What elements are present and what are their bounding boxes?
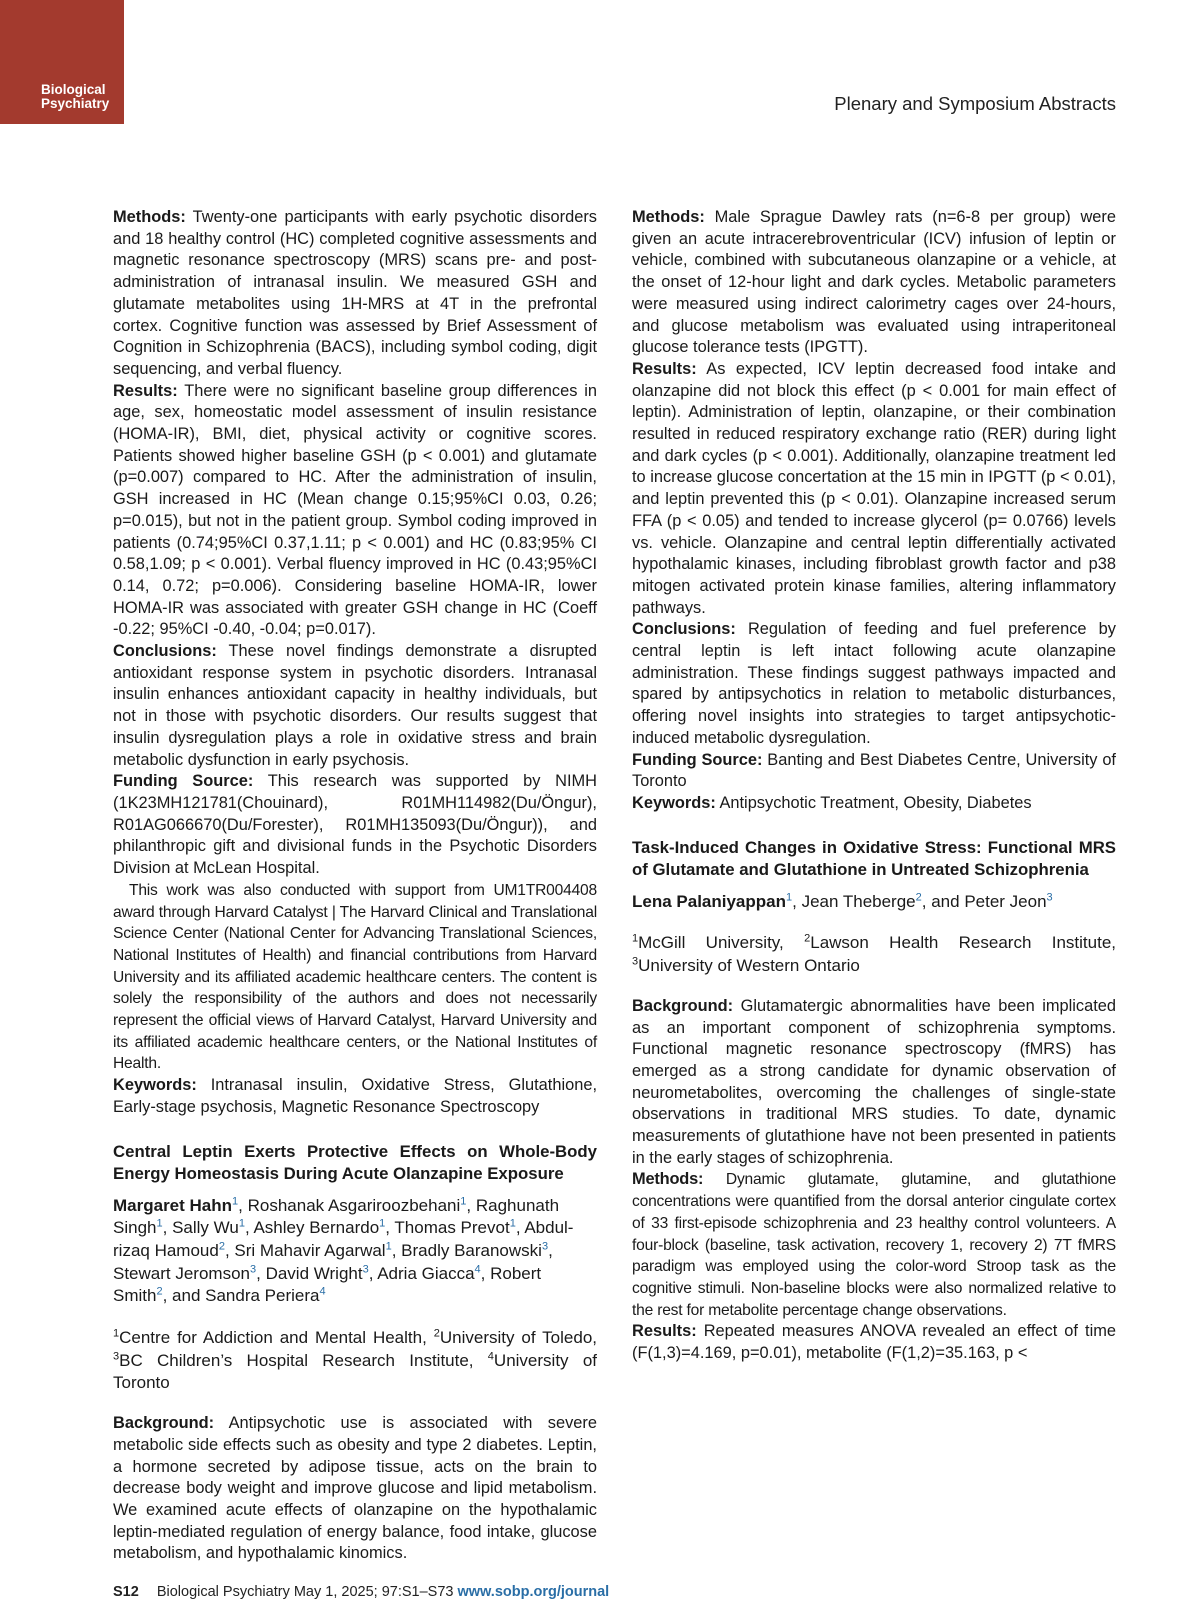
author-list	[113, 1195, 597, 1309]
affiliation-text: Lawson Health Research Institute,	[810, 933, 1116, 953]
funding-label: Funding Source:	[113, 772, 254, 791]
author-separator: ,	[238, 1195, 248, 1215]
affiliation-marker[interactable]: 4	[319, 1285, 326, 1298]
author-separator: ,	[391, 1240, 402, 1260]
author-name: Thomas Prevot	[394, 1218, 510, 1238]
keywords-label: Keywords:	[632, 793, 716, 812]
background-text: Glutamatergic abnormalities have been implicated as an important component of schizophrenia symptoms. Functional magnetic resonance spectroscopy (fMRS) has emerged as a strong candidate for dynamic observation of neurometabolites, overcoming the challenges of single-state observations in traditional MRS studies. To date, dynamic measurements of glutathione have not been presented in patients in the early stages of schizophrenia.	[632, 996, 1117, 1167]
funding-label: Funding Source:	[632, 750, 763, 769]
author-name: David Wright	[265, 1263, 363, 1283]
author-separator: ,	[385, 1218, 395, 1238]
page-footer	[113, 1584, 609, 1600]
background-label: Background:	[632, 996, 734, 1015]
affiliation-marker[interactable]: 1	[379, 1217, 386, 1230]
affiliation-marker[interactable]: 1	[786, 891, 793, 904]
author-separator: , and	[921, 891, 965, 911]
author-separator: ,	[244, 1218, 254, 1238]
support-paragraph: This work was also conducted with support from UM1TR004408 award through Harvard Catalyst | The Harvard Clinical and Translational Science Center (National Center for Advancing Translational Sciences, National Institutes of Health) and financial contributions from Harvard University and its affiliated academic healthcare centers. The content is solely the responsibility of the authors and does not necessarily represent the official views of Harvard Catalyst, Harvard University and its affiliated academic healthcare centers, or the National Institutes of Health.	[113, 881, 597, 1073]
author-name: Sally Wu	[172, 1218, 239, 1238]
affiliation-marker[interactable]: 1	[156, 1217, 163, 1230]
abstract-title: Central Leptin Exerts Protective Effects on Whole-Body Energy Homeostasis During Acute Olanzapine Exposure	[113, 1141, 597, 1184]
keywords-paragraph	[113, 1075, 597, 1118]
author-name: Lena Palaniyappan	[632, 891, 786, 911]
affiliation-number: 3	[632, 955, 639, 968]
affiliation-text: University of Toledo,	[439, 1328, 598, 1348]
background-text: Antipsychotic use is associated with severe metabolic side effects such as obesity and type 2 diabetes. Leptin, a hormone secreted by adipose tissue, acts on the brain to decrease body weight and improve glucose and lipid metabolism. We examined acute effects of olanzapine on the hypothalamic leptin-mediated regulation of energy balance, food intake, glucose metabolism, and hypothalamic kinomics.	[113, 1414, 597, 1563]
results-paragraph	[632, 1321, 1116, 1364]
author-name: Abdul-rizaq Hamoud	[113, 1218, 574, 1260]
methods-paragraph	[113, 207, 597, 381]
affiliation-marker[interactable]: 3	[541, 1240, 549, 1253]
methods-paragraph	[632, 1169, 1116, 1321]
affiliation-marker[interactable]: 1	[509, 1217, 516, 1230]
author-name: Raghunath Singh	[113, 1195, 560, 1238]
author-name: Bradly Baranowski	[401, 1240, 542, 1260]
affiliation-text: University of Toronto	[113, 1350, 597, 1393]
conclusions-text: Regulation of feeding and fuel preference by central leptin is left intact following acute olanzapine administration. These findings suggest pathways impacted and spared by antipsychotics in relation to metabolic disturbances, offering novel insights into strategies to target antipsychotic-induced metabolic dysregulation.	[632, 620, 1116, 747]
affiliation-list	[632, 932, 1116, 977]
affiliation-number: 2	[804, 932, 811, 945]
results-text: Repeated measures ANOVA revealed an effect of time (F(1,3)=4.169, p=0.01), metabolite (F(1,2)=35.163, p <	[632, 1322, 1116, 1363]
keywords-label: Keywords:	[113, 1076, 197, 1095]
results-paragraph	[113, 381, 597, 641]
methods-text: Dynamic glutamate, glutamine, and glutathione concentrations were quantified from the dorsal anterior cingulate cortex of 33 first-episode schizophrenia and 23 healthy control volunteers. A four-block (baseline, task activation, recovery 1, recovery 2) 7T fMRS paradigm was employed using the color-word Stroop task as the cognitive stimuli. Non-baseline blocks were also normalized relative to the rest for metabolite percentage change observations.	[632, 1171, 1116, 1319]
author-name: Roshanak Asgariroozbehani	[247, 1195, 461, 1215]
right-column	[632, 207, 1116, 1365]
affiliation-marker[interactable]: 1	[460, 1194, 467, 1207]
results-text: There were no significant baseline group differences in age, sex, homeostatic model assessment of insulin resistance (HOMA-IR), BMI, diet, physical activity or cognitive scores. Patients showed higher baseline GSH (p < 0.001) and glutamate (p=0.007) compared to HC. After the administration of insulin, GSH increased in HC (Mean change 0.15;95%CI 0.03, 0.26; p=0.015), but not in the patient group. Symbol coding improved in patients (0.74;95%CI 0.37,1.11; p < 0.001) and HC (0.83;95% CI 0.58,1.09; p < 0.001). Verbal fluency improved in HC (0.43;95%CI 0.14, 0.72; p=0.006). Considering baseline HOMA-IR, lower HOMA-IR was associated with greater GSH change in HC (Coeff -0.22; 95%CI -0.40, -0.04; p=0.017).	[113, 381, 598, 639]
affiliation-marker[interactable]: 2	[218, 1240, 225, 1253]
affiliation-number: 1	[632, 932, 639, 945]
author-name: Robert Smith	[113, 1263, 542, 1306]
methods-label: Methods:	[632, 208, 705, 226]
affiliation-marker[interactable]: 2	[915, 891, 922, 904]
keywords-text: Antipsychotic Treatment, Obesity, Diabetes	[719, 793, 1032, 812]
results-paragraph	[632, 359, 1116, 619]
author-separator: ,	[224, 1240, 235, 1260]
conclusions-text: These novel findings demonstrate a disrupted antioxidant response system in psychotic disorders. Intranasal insulin enhances antioxidant capacity in healthy individuals, but not in those with psychotic disorders. Our results suggest that insulin dysregulation plays a role in oxidative stress and brain metabolic dysfunction in early psychosis.	[113, 642, 597, 769]
affiliation-marker[interactable]: 1	[232, 1194, 239, 1207]
results-label: Results:	[632, 1322, 697, 1341]
author-separator: ,	[256, 1263, 266, 1283]
methods-label: Methods:	[113, 208, 186, 226]
funding-text: Banting and Best Diabetes Centre, University of Toronto	[632, 750, 1116, 791]
author-separator: ,	[368, 1263, 378, 1283]
abstract-title: Task-Induced Changes in Oxidative Stress: Functional MRS of Glutamate and Glutathione in Untreated Schizophrenia	[632, 837, 1116, 880]
affiliation-marker[interactable]: 3	[250, 1262, 257, 1275]
conclusions-label: Conclusions:	[113, 642, 217, 661]
journal-citation: Biological Psychiatry May 1, 2025; 97:S1–S73	[156, 1584, 454, 1600]
affiliation-number: 1	[113, 1327, 120, 1340]
author-name: Peter Jeon	[964, 891, 1047, 911]
methods-text: Male Sprague Dawley rats (n=6-8 per group) were given an acute intracerebroventricular (ICV) infusion of leptin or vehicle, combined with subcutaneous olanzapine or a vehicle, at the onset of 12-hour light and dark cycles. Metabolic parameters were measured using indirect calorimetry cages over 24-hours, and glucose metabolism was evaluated using intraperitoneal glucose tolerance tests (IPGTT).	[632, 208, 1116, 357]
conclusions-paragraph	[113, 641, 597, 771]
running-head: Plenary and Symposium Abstracts	[834, 93, 1116, 114]
author-separator: ,	[792, 891, 802, 911]
page-number: S12	[113, 1584, 139, 1600]
methods-text: Twenty-one participants with early psychotic disorders and 18 healthy control (HC) completed cognitive assessments and magnetic resonance spectroscopy (MRS) scans pre- and post- administration of intranasal insulin. We measured GSH and glutamate metabolites using 1H-MRS at 4T in the prefrontal cortex. Cognitive function was assessed by Brief Assessment of Cognition in Schizophrenia (BACS), including symbol coding, digit sequencing, and verbal fluency.	[113, 208, 597, 378]
author-separator: ,	[466, 1195, 476, 1215]
funding-paragraph	[113, 771, 597, 880]
author-name: Adria Giacca	[377, 1263, 475, 1283]
results-label: Results:	[113, 381, 178, 400]
conclusions-paragraph	[632, 619, 1116, 749]
affiliation-marker[interactable]: 2	[156, 1285, 163, 1298]
methods-paragraph	[632, 207, 1116, 359]
keywords-paragraph	[632, 793, 1116, 815]
affiliation-marker[interactable]: 3	[362, 1262, 369, 1275]
author-name: Stewart Jeromson	[113, 1263, 250, 1283]
author-name: Margaret Hahn	[113, 1195, 233, 1215]
affiliation-marker[interactable]: 3	[1046, 891, 1053, 904]
affiliation-text: BC Children’s Hospital Research Institute,	[119, 1350, 488, 1370]
affiliation-text: McGill University,	[638, 933, 805, 953]
author-separator: ,	[548, 1240, 553, 1260]
affiliation-number: 3	[113, 1350, 120, 1363]
background-paragraph	[113, 1413, 597, 1565]
author-separator: ,	[480, 1263, 491, 1283]
affiliation-marker[interactable]: 4	[474, 1262, 481, 1275]
author-name: Ashley Bernardo	[253, 1218, 380, 1238]
author-list	[632, 891, 1116, 914]
author-name: Jean Theberge	[801, 891, 916, 911]
results-label: Results:	[632, 359, 697, 378]
author-name: Sri Mahavir Agarwal	[234, 1240, 386, 1260]
keywords-text: Intranasal insulin, Oxidative Stress, Glutathione, Early-stage psychosis, Magnetic Resonance Spectroscopy	[113, 1076, 597, 1116]
author-name: Sandra Periera	[205, 1286, 320, 1306]
funding-paragraph	[632, 750, 1116, 793]
methods-label: Methods:	[632, 1170, 704, 1189]
affiliation-number: 4	[487, 1350, 494, 1363]
author-separator: , and	[162, 1286, 206, 1306]
conclusions-label: Conclusions:	[632, 620, 736, 639]
affiliation-marker[interactable]: 1	[385, 1240, 392, 1253]
journal-logo-text: Biological Psychiatry	[41, 82, 110, 111]
funding-text: This research was supported by NIMH (1K23MH121781(Chouinard), R01MH114982(Du/Öngur), R01AG066670(Du/Forester), R01MH135093(Du/Öngur)), and philanthropic gift and divisional funds in the Psychotic Disorders Division at McLean Hospital.	[113, 772, 597, 878]
background-label: Background:	[113, 1414, 215, 1433]
affiliation-marker[interactable]: 1	[238, 1217, 245, 1230]
affiliation-text: Centre for Addiction and Mental Health,	[119, 1328, 434, 1348]
journal-link[interactable]: www.sobp.org/journal	[457, 1584, 610, 1600]
affiliation-list	[113, 1327, 597, 1395]
background-paragraph	[632, 996, 1116, 1170]
affiliation-text: University of Western Ontario	[638, 956, 860, 976]
left-column	[113, 207, 597, 1565]
author-separator: ,	[162, 1218, 173, 1238]
results-text: As expected, ICV leptin decreased food intake and olanzapine did not block this effect (p < 0.001 for main effect of leptin). Administration of leptin, olanzapine, or their combination resulted in reduced respiratory exchange ratio (RER) during light and dark cycles (p < 0.001). Additionally, olanzapine treatment led to increase glucose concertation at the 15 min in IPGTT (p < 0.01), and leptin prevented this (p < 0.01). Olanzapine increased serum FFA (p < 0.05) and tended to increase glycerol (p= 0.0766) levels vs. vehicle. Olanzapine and central leptin differentially activated hypothalamic kinases, including fibroblast growth factor and p38 mitogen activated protein kinase families, altering inflammatory pathways.	[632, 359, 1116, 617]
journal-logo	[0, 0, 124, 124]
affiliation-number: 2	[433, 1327, 440, 1340]
author-separator: ,	[515, 1218, 525, 1238]
